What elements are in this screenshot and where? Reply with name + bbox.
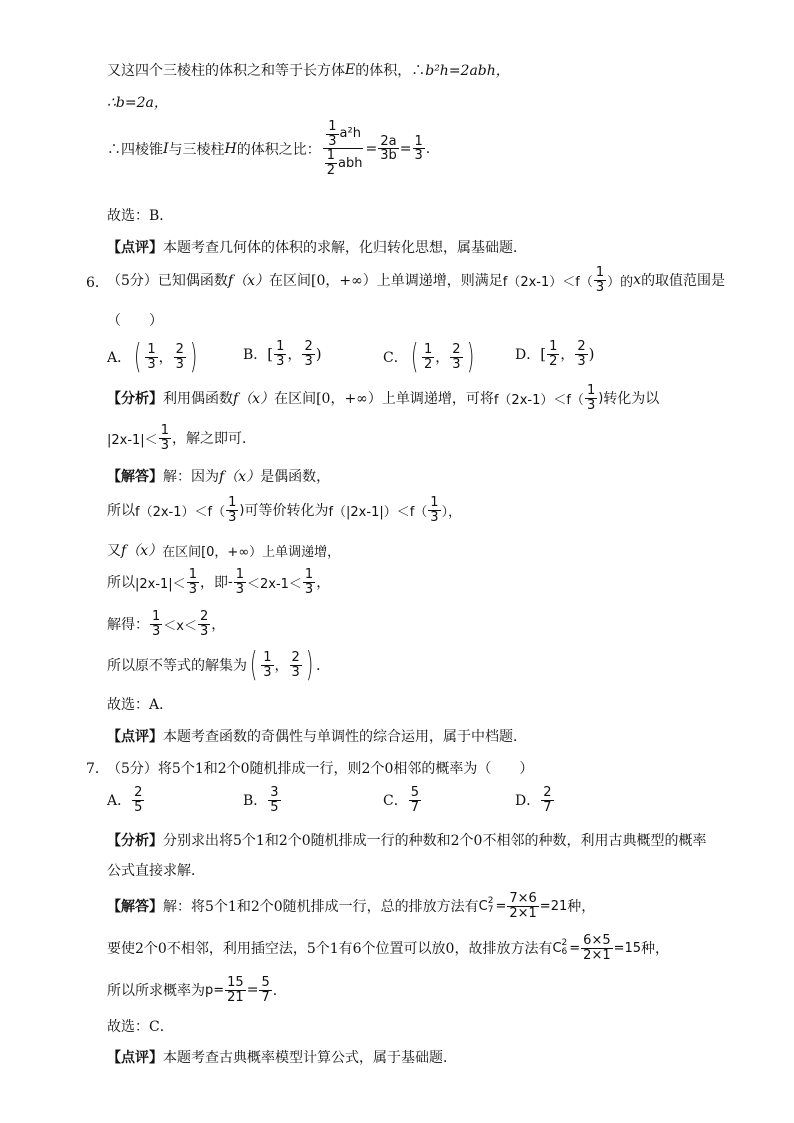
var-i: I	[163, 140, 169, 157]
q5-answer: 故选：B．	[107, 208, 174, 224]
q6-stem: （5分）已知偶函数 f（x） 在区间[0，+∞）上单调递增，则满足 f（2x-1）＜f（ $\frac{1}{3}$ ）的 x 的取值范围是	[107, 265, 726, 295]
text: 与三棱柱	[168, 141, 225, 158]
ratio-mid-fraction: $\frac{2a}{3b}$	[380, 133, 397, 164]
q7-analysis-line2: 公式直接求解．	[107, 863, 205, 879]
q6-analysis: 【分析】 利用偶函数 f（x） 在区间[0，+∞）上单调递增，可将 f（2x-1）＜f（ $\frac{1}{3}$ ) 转化为以	[107, 383, 660, 413]
q6-solution-5: 解得： $\frac{1}{3}$ ＜x＜ $\frac{2}{3}$ ，	[107, 609, 226, 639]
var-h: H	[224, 140, 237, 157]
q7-stem: （5分）将5个1和2个0随机排成一行，则2个0相邻的概率为（ ）	[107, 761, 534, 777]
q7-option-c[interactable]: C． $\frac{5}{7}$	[383, 785, 419, 815]
q7-solution-1: 【解答】 解：将5个1和2个0随机排成一行，总的排放方法有 C 2 7 = $\frac{7\times 6}{2\times 1}$ =21 种，	[107, 891, 596, 921]
third-fraction: $\frac{1}{3}$	[595, 265, 605, 295]
comment-tag: 【点评】	[107, 240, 163, 256]
q6-analysis-line2: |2x-1|＜ $\frac{1}{3}$ ，解之即可．	[107, 423, 256, 453]
equation: ∴b=2a，	[107, 95, 168, 111]
q6-solution-2: 所以 f（2x-1）＜f（ $\frac{1}{3}$ ) 可等价转化为 f（|2x-1|）＜f（ $\frac{1}{3}$ ），	[107, 495, 462, 525]
q6-answer: 故选：A．	[107, 697, 174, 713]
q6-solution-1: 【解答】 解：因为 f（x） 是偶函数，	[107, 469, 331, 485]
q6-option-b[interactable]: B． [ $\frac{1}{3}$ ， $\frac{2}{3}$ )	[243, 339, 322, 369]
text: 又这四个三棱柱的体积之和等于长方体	[107, 63, 345, 79]
combination-c72: C 2 7 =	[478, 896, 507, 916]
volume-ratio-fraction: $\frac{1}{3}$ a²h $\frac{1}{2}$ abh	[322, 120, 365, 178]
q7-solution-3: 所以所求概率为 p= $\frac{15}{21}$ = $\frac{5}{7}$ ．	[107, 975, 287, 1005]
q7-option-a[interactable]: A． $\frac{2}{5}$	[107, 785, 143, 815]
q7-solution-2: 要使2个0不相邻，利用插空法，5个1有6个位置可以放0，故排放方法有 C 2 6 = $\frac{6\times 5}{2\times 1}$ =15 种，	[107, 933, 670, 963]
q7-option-d[interactable]: D． $\frac{2}{7}$	[515, 785, 552, 815]
q5-ratio-line: ∴四棱锥 I 与三棱柱 H 的体积之比： $\frac{1}{3}$ a²h $\frac{1}{2}$ abh = $\frac{2a}{3b}$ = $\frac{1}{3}$ .	[107, 119, 431, 178]
q6-blank: （ ）	[107, 313, 163, 329]
q6-comment: 【点评】 本题考查函数的奇偶性与单调性的综合运用，属于中档题．	[107, 729, 527, 745]
q7-answer: 故选：C．	[107, 1019, 174, 1035]
text: ∴四棱锥	[107, 141, 163, 158]
equation: b²h=2abh，	[425, 63, 510, 79]
q7-analysis: 【分析】 分别求出将5个1和2个0随机排成一行的种数和2个0不相邻的种数，利用古典概型的概率	[107, 833, 707, 849]
q6-solution-3: 又 f（x） 在区间[0，+∞）上单调递增，	[107, 543, 341, 560]
text: 的体积之比：	[236, 141, 321, 158]
q5-comment	[107, 237, 527, 257]
combination-c62: C 2 6 =	[552, 938, 581, 958]
q6-solution-4: 所以 |2x-1|＜ $\frac{1}{3}$ ，即 - $\frac{1}{3}$ ＜2x-1＜ $\frac{1}{3}$ ，	[107, 567, 331, 597]
q7-number: 7．	[86, 761, 109, 777]
q5-b-equals-line	[107, 92, 168, 112]
q5-volume-sum-line	[107, 60, 510, 80]
var-e: E	[345, 62, 356, 78]
ratio-result-fraction: $\frac{1}{3}$	[414, 133, 423, 164]
q7-comment: 【点评】 本题考查古典概率模型计算公式，属于基础题．	[107, 1050, 457, 1066]
q6-option-a[interactable]: A． ( $\frac{1}{3}$ ， $\frac{2}{3}$ )	[107, 337, 198, 377]
text: 的体积，∴	[355, 63, 426, 79]
q6-solution-6: 所以原不等式的解集为 ( $\frac{1}{3}$ ， $\frac{2}{3}$ ) ．	[107, 645, 331, 685]
comment-text: 本题考查几何体的体积的求解，化归转化思想，属基础题．	[163, 240, 527, 256]
q6-number: 6．	[86, 275, 109, 291]
q7-option-b[interactable]: B． $\frac{3}{5}$	[243, 785, 279, 815]
q6-option-d[interactable]: D． [ $\frac{1}{2}$ ， $\frac{2}{3}$ )	[515, 339, 595, 369]
q6-option-c[interactable]: C． ( $\frac{1}{2}$ ， $\frac{2}{3}$ )	[383, 337, 474, 377]
